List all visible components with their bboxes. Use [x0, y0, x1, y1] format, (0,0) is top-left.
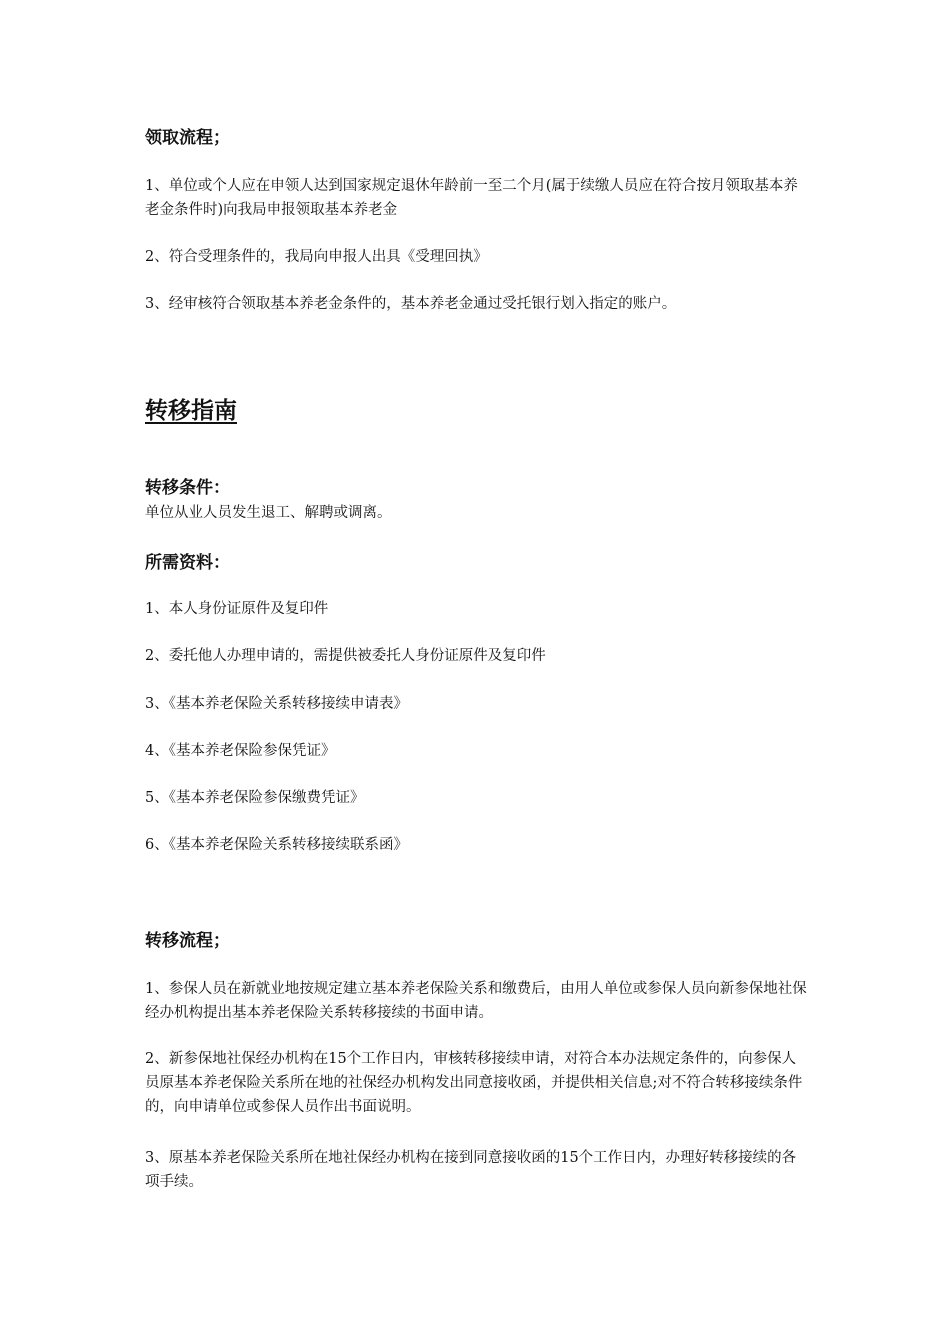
material-item-5: 5、《基本养老保险参保缴费凭证》 [145, 790, 365, 806]
transfer-guide-title: 转移指南 [145, 398, 237, 424]
claim-step-2: 2、符合受理条件的，我局向申报人出具《受理回执》 [145, 249, 488, 265]
material-item-2: 2、委托他人办理申请的，需提供被委托人身份证原件及复印件 [145, 648, 546, 664]
material-item-4: 4、《基本养老保险参保凭证》 [145, 743, 336, 759]
claim-step-1: 1、单位或个人应在申领人达到国家规定退休年龄前一至二个月(属于续缴人员应在符合按月领取基本养老金条件时)向我局申报领取基本养老金 [145, 178, 798, 218]
material-item-3: 3、《基本养老保险关系转移接续申请表》 [145, 696, 408, 712]
transfer-process-heading: 转移流程； [145, 931, 230, 951]
materials-heading: 所需资料： [145, 553, 230, 573]
transfer-step-1: 1、参保人员在新就业地按规定建立基本养老保险关系和缴费后，由用人单位或参保人员向新参保地社保经办机构提出基本养老保险关系转移接续的书面申请。 [145, 981, 807, 1021]
claim-process-heading: 领取流程； [145, 128, 230, 148]
transfer-step-2: 2、新参保地社保经办机构在15个工作日内，审核转移接续申请，对符合本办法规定条件的，向参保人员原基本养老保险关系所在地的社保经办机构发出同意接收函，并提供相关信息;对不符合转移接续条件的，向申请单位或参保人员作出书面说明。 [145, 1051, 803, 1115]
material-item-6: 6、《基本养老保险关系转移接续联系函》 [145, 837, 408, 853]
material-item-1: 1、本人身份证原件及复印件 [145, 601, 329, 617]
transfer-step-3: 3、原基本养老保险关系所在地社保经办机构在接到同意接收函的15个工作日内，办理好转移接续的各项手续。 [145, 1150, 797, 1190]
claim-step-3: 3、经审核符合领取基本养老金条件的，基本养老金通过受托银行划入指定的账户。 [145, 296, 677, 312]
transfer-conditions-text: 单位从业人员发生退工、解聘或调离。 [145, 505, 392, 521]
transfer-conditions-heading: 转移条件： [145, 478, 230, 498]
